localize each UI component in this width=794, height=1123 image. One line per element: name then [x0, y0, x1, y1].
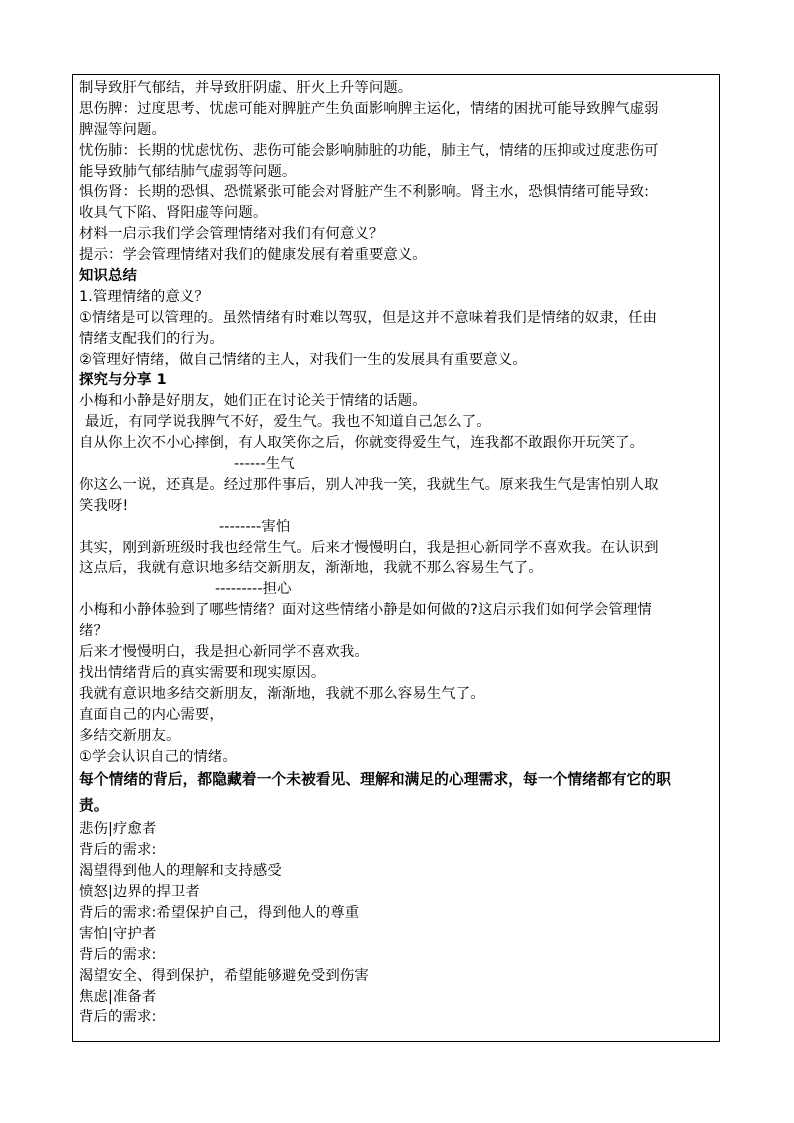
document-table-frame [72, 74, 720, 1042]
text-line: 脾湿等问题。 [79, 121, 166, 138]
text-line: 我就有意识地多结交新朋友，渐渐地，我就不那么容易生气了。 [79, 685, 485, 702]
text-line: 你这么一说，还真是。经过那件事后，别人冲我一笑，我就生气。原来我生气是害怕别人取 [79, 476, 659, 493]
text-line: 能导致肺气郁结肺气虚弱等问题。 [79, 163, 297, 180]
text-line: 提示：学会管理情绪对我们的健康发展有着重要意义。 [79, 247, 427, 264]
text-line: 害怕|守护者 [79, 925, 157, 942]
text-line: 最近，有同学说我脾气不好，爱生气。我也不知道自己怎么了。 [85, 414, 491, 431]
text-line: 直面自己的内心需要， [79, 706, 224, 723]
text-line: 背后的需求: [79, 842, 157, 859]
text-line: ------生气 [234, 456, 295, 473]
text-line: ①学会认识自己的情绪。 [79, 748, 237, 765]
text-line: 这点后，我就有意识地多结交新朋友，渐渐地，我就不那么容易生气了。 [79, 560, 543, 577]
text-line: 愤怒|边界的捍卫者 [79, 884, 200, 901]
text-line: 惧伤肾：长期的恐惧、恐慌紧张可能会对肾脏产生不利影响。肾主水，恐惧情绪可能导致: [79, 184, 650, 201]
text-line: ---------担心 [215, 581, 292, 598]
text-line: 小梅和小静是好朋友，她们正在讨论关于情绪的话题。 [79, 393, 427, 410]
text-line: 绪？ [79, 623, 108, 640]
text-line: 其实，刚到新班级时我也经常生气。后来才慢慢明白，我是担心新同学不喜欢我。在认识到 [79, 539, 659, 556]
text-line: 制导致肝气郁结，并导致肝阴虚、肝火上升等问题。 [79, 80, 413, 96]
text-line: 背后的需求: [79, 1009, 157, 1026]
text-line: 自从你上次不小心摔倒，有人取笑你之后，你就变得爱生气，连我都不敢跟你开玩笑了。 [79, 435, 645, 452]
text-line: 责。 [79, 797, 109, 815]
document-content [79, 78, 715, 1028]
text-line: 悲伤|疗愈者 [79, 821, 157, 838]
text-line: 情绪支配我们的行为。 [79, 330, 224, 347]
text-line: 笑我呀! [79, 497, 129, 514]
text-line: 知识总结 [79, 268, 137, 285]
text-line: 多结交新朋友。 [79, 727, 181, 744]
text-line: ①情绪是可以管理的。虽然情绪有时难以驾驭，但是这并不意味着我们是情绪的奴隶，任由 [79, 309, 658, 326]
text-line: 探究与分享 1 [79, 372, 167, 389]
text-line: 1.管理情绪的意义？ [79, 288, 209, 305]
text-line: 渴望得到他人的理解和支持感受 [79, 863, 282, 880]
text-line: 渴望安全、得到保护，希望能够避免受到伤害 [79, 967, 369, 984]
text-line: 材料一启示我们学会管理情绪对我们有何意义？ [79, 226, 384, 243]
text-line: 背后的需求: [79, 946, 157, 963]
text-line: 忧伤肺：长期的忧虑忧伤、悲伤可能会影响肺脏的功能，肺主气，情绪的压抑或过度悲伤可 [79, 142, 659, 159]
text-line: 小梅和小静体验到了哪些情绪？面对这些情绪小静是如何做的?这启示我们如何学会管理情 [79, 602, 652, 619]
text-line: --------害怕 [219, 518, 291, 535]
text-line: 后来才慢慢明白，我是担心新同学不喜欢我。 [79, 644, 369, 661]
text-line: 思伤脾：过度思考、忧虑可能对脾脏产生负面影响脾主运化，情绪的困扰可能导致脾气虚弱 [79, 100, 659, 117]
text-line: 收具气下陷、肾阳虚等问题。 [79, 205, 268, 222]
text-line: 焦虑|准备者 [79, 988, 157, 1005]
text-line: 背后的需求:希望保护自己，得到他人的尊重 [79, 904, 360, 921]
text-line: 每个情绪的背后，都隐藏着一个未被看见、理解和满足的心理需求，每一个情绪都有它的职 [79, 771, 671, 789]
text-line: 找出情绪背后的真实需要和现实原因。 [79, 664, 326, 681]
text-line: ②管理好情绪，做自己情绪的主人，对我们一生的发展具有重要意义。 [79, 351, 527, 368]
